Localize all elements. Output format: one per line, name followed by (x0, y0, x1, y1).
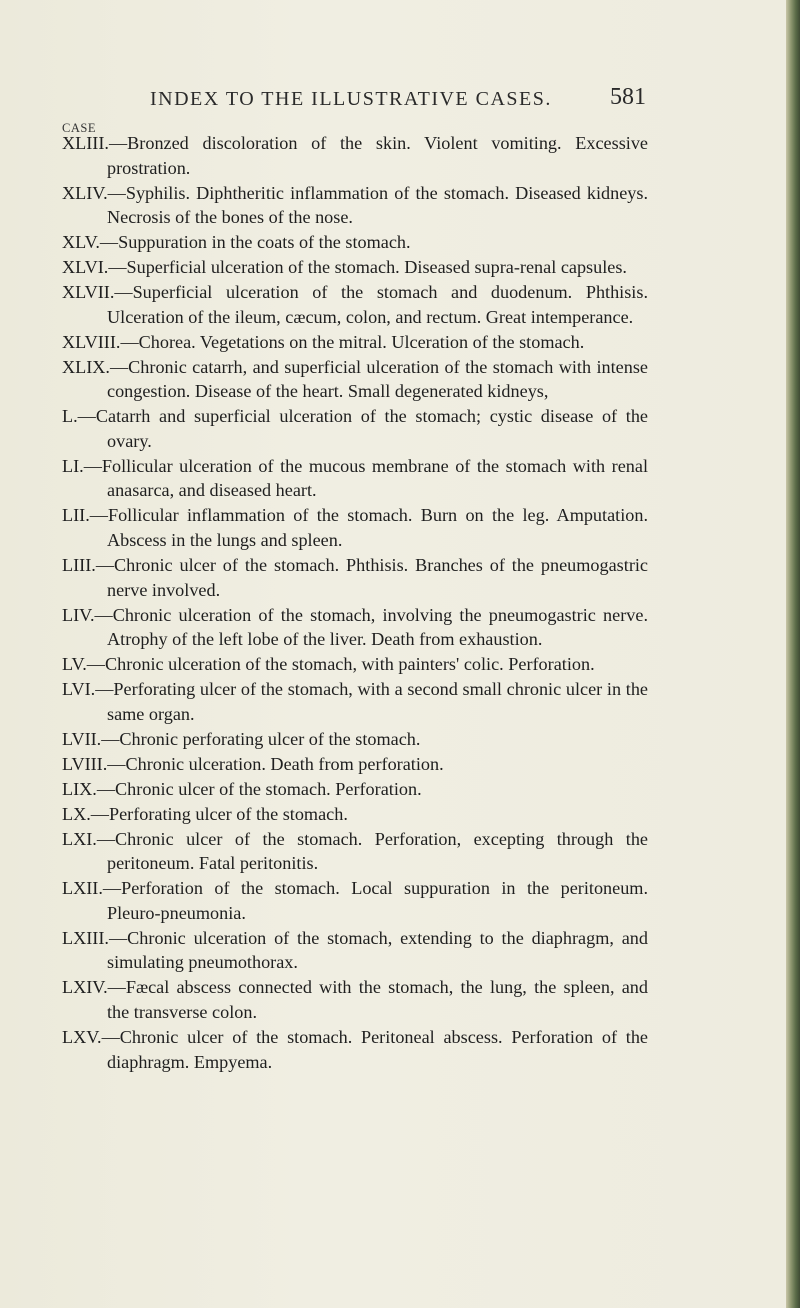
case-number: LIII. (62, 555, 96, 575)
case-number: LI. (62, 455, 84, 476)
case-description: —Chronic ulceration of the stomach, extending to the diaphragm, and simulating pneumothorax. (107, 927, 648, 973)
case-description: —Chronic ulcer of the stomach. Perforation. (96, 778, 422, 799)
case-entry (62, 255, 648, 280)
case-number: LV. (62, 654, 87, 675)
case-entry (62, 802, 648, 827)
case-entry (62, 553, 648, 602)
case-description: —Follicular inflammation of the stomach. Burn on the leg. Amputation. Abscess in the lungs and spleen. (89, 505, 648, 551)
case-number: LXIV. (62, 977, 108, 998)
case-description: —Chronic ulcer of the stomach. Phthisis. Branches of the pneumogastric nerve involved. (95, 555, 648, 600)
case-number: LII. (62, 505, 90, 526)
case-description: —Chronic ulceration. Death from perforation. (107, 753, 444, 774)
case-description: —Suppuration in the coats of the stomach. (99, 232, 411, 253)
case-description: —Chronic ulceration of the stomach, with painters' colic. Perforation. (86, 654, 595, 675)
case-number: XLVIII. (62, 331, 121, 352)
case-number: LXIII. (62, 927, 109, 948)
case-description: —Perforating ulcer of the stomach, with a second small chronic ulcer in the same organ. (95, 679, 648, 724)
case-entry (62, 503, 648, 552)
case-entry (62, 677, 648, 726)
case-description: —Chorea. Vegetations on the mitral. Ulceration of the stomach. (120, 331, 585, 352)
case-description: —Fæcal abscess connected with the stomach, the lung, the spleen, and the transverse colon. (107, 977, 648, 1022)
case-entry (62, 181, 648, 230)
case-description: —Catarrh and superficial ulceration of the stomach; cystic disease of the ovary. (77, 406, 648, 451)
case-entry (62, 280, 648, 329)
case-entry (62, 652, 648, 677)
case-number: LVIII. (62, 753, 108, 774)
case-entry (62, 454, 648, 503)
case-entry (62, 827, 648, 876)
case-number: LX. (62, 803, 91, 824)
case-description: —Superficial ulceration of the stomach. Diseased supra-renal capsules. (108, 257, 627, 278)
case-description: —Superficial ulceration of the stomach and duodenum. Phthisis. Ulceration of the ileum, cæcum, colon, and rectum. Great intemperance. (107, 282, 648, 327)
case-description: —Follicular ulceration of the mucous membrane of the stomach with renal anasarca, and diseased heart. (83, 455, 648, 501)
case-number: LIV. (62, 604, 95, 625)
case-number: XLVI. (62, 257, 109, 278)
case-entry (62, 727, 648, 752)
page-header (0, 84, 786, 118)
case-number: LXV. (62, 1026, 102, 1047)
case-entry (62, 975, 648, 1024)
case-description: —Chronic catarrh, and superficial ulceration of the stomach with intense congestion. Disease of the heart. Small degenerated kidneys, (107, 356, 648, 402)
case-description: —Bronzed discoloration of the skin. Violent vomiting. Excessive prostration. (107, 133, 648, 178)
case-entry (62, 131, 648, 180)
case-description: —Perforation of the stomach. Local suppuration in the peritoneum. Pleuro-pneumonia. (102, 878, 648, 923)
case-entry (62, 926, 648, 975)
case-description: —Chronic ulcer of the stomach. Peritoneal abscess. Perforation of the diaphragm. Empyema. (101, 1026, 648, 1072)
case-number: XLVII. (62, 282, 115, 303)
case-entry (62, 404, 648, 453)
case-entry (62, 330, 648, 355)
case-number: LVII. (62, 728, 102, 749)
case-entry (62, 752, 648, 777)
case-description: —Chronic ulcer of the stomach. Perforation, excepting through the peritoneum. Fatal peritonitis. (96, 828, 648, 874)
case-description: —Chronic perforating ulcer of the stomach. (101, 728, 421, 749)
case-entry (62, 603, 648, 652)
case-number: XLIX. (62, 356, 110, 377)
case-number: XLV. (62, 232, 100, 253)
book-binding-edge (786, 0, 800, 1308)
page-number: 581 (610, 84, 646, 110)
case-number: XLIV. (62, 182, 108, 203)
case-number: L. (62, 406, 78, 427)
case-number: LXI. (62, 828, 97, 849)
case-entry (62, 876, 648, 925)
case-entry (62, 1025, 648, 1074)
case-index-list (62, 131, 648, 1075)
case-entry (62, 230, 648, 255)
case-entry (62, 355, 648, 404)
running-head: INDEX TO THE ILLUSTRATIVE CASES. (150, 88, 552, 110)
case-description: —Perforating ulcer of the stomach. (90, 803, 348, 824)
case-entry (62, 777, 648, 802)
case-column-label: CASE (62, 121, 96, 135)
case-number: LVI. (62, 679, 96, 700)
case-number: LIX. (62, 778, 97, 799)
case-number: XLIII. (62, 133, 109, 153)
case-description: —Syphilis. Diphtheritic inflammation of the stomach. Diseased kidneys. Necrosis of the bones of the nose. (107, 182, 648, 228)
case-number: LXII. (62, 878, 103, 899)
case-description: —Chronic ulceration of the stomach, involving the pneumogastric nerve. Atrophy of the left lobe of the liver. Death from exhaustion. (94, 604, 648, 650)
